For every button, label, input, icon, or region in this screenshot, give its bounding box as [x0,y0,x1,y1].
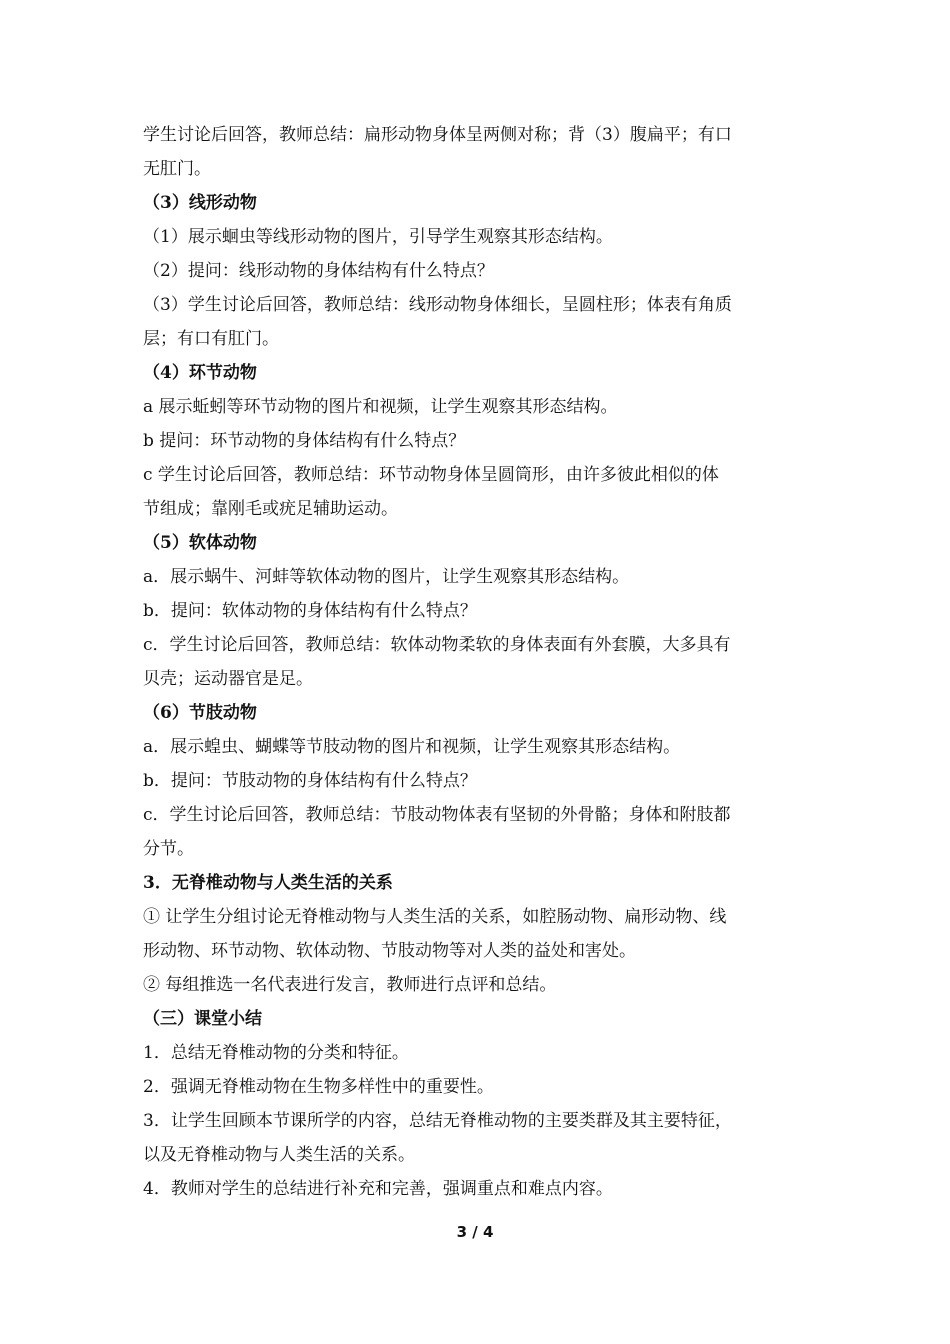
body-text-line: 节组成；靠刚毛或疣足辅助运动。 [143,499,398,519]
body-text-line: a．展示蝗虫、蝴蝶等节肢动物的图片和视频，让学生观察其形态结构。 [143,737,681,757]
body-text-line: 3．让学生回顾本节课所学的内容，总结无脊椎动物的主要类群及其主要特征， [143,1111,732,1131]
body-text-line: b．提问：节肢动物的身体结构有什么特点？ [143,771,477,791]
body-text-line: b．提问：软体动物的身体结构有什么特点？ [143,601,477,621]
body-text-line: a．展示蜗牛、河蚌等软体动物的图片，让学生观察其形态结构。 [143,567,630,587]
body-text-line: （1）展示蛔虫等线形动物的图片，引导学生观察其形态结构。 [143,227,613,247]
section-heading: （5）软体动物 [143,533,257,553]
page-number: 3 / 4 [456,1223,494,1241]
body-text-line: 1．总结无脊椎动物的分类和特征。 [143,1043,409,1063]
document-body [143,118,813,1206]
body-text-line: 以及无脊椎动物与人类生活的关系。 [143,1145,415,1165]
body-text-line: 无肛门。 [143,159,211,179]
body-text-line: 层；有口有肛门。 [143,329,279,349]
section-heading: （3）线形动物 [143,193,257,213]
section-heading: （6）节肢动物 [143,703,257,723]
body-text-line: c 学生讨论后回答，教师总结：环节动物身体呈圆筒形，由许多彼此相似的体 [143,465,719,485]
section-heading: （三）课堂小结 [143,1009,262,1029]
body-text-line: b 提问：环节动物的身体结构有什么特点？ [143,431,466,451]
body-text-line: ② 每组推选一名代表进行发言，教师进行点评和总结。 [143,975,557,995]
section-heading: （4）环节动物 [143,363,257,383]
body-text-line: 形动物、环节动物、软体动物、节肢动物等对人类的益处和害处。 [143,941,636,961]
body-text-line: （2）提问：线形动物的身体结构有什么特点？ [143,261,494,281]
body-text-line: ① 让学生分组讨论无脊椎动物与人类生活的关系，如腔肠动物、扁形动物、线 [143,907,727,927]
body-text-line: c．学生讨论后回答，教师总结：软体动物柔软的身体表面有外套膜，大多具有 [143,635,731,655]
body-text-line: 学生讨论后回答，教师总结：扁形动物身体呈两侧对称；背（3）腹扁平；有口 [143,125,732,145]
body-text-line: a 展示蚯蚓等环节动物的图片和视频，让学生观察其形态结构。 [143,397,618,417]
body-text-line: 分节。 [143,839,194,859]
body-text-line: （3）学生讨论后回答，教师总结：线形动物身体细长，呈圆柱形；体表有角质 [143,295,732,315]
body-text-line: 2．强调无脊椎动物在生物多样性中的重要性。 [143,1077,494,1097]
body-text-line: 贝壳；运动器官是足。 [143,669,313,689]
body-text-line: c．学生讨论后回答，教师总结：节肢动物体表有坚韧的外骨骼；身体和附肢都 [143,805,731,825]
body-text-line: 4．教师对学生的总结进行补充和完善，强调重点和难点内容。 [143,1179,613,1199]
section-heading: 3．无脊椎动物与人类生活的关系 [143,873,393,893]
